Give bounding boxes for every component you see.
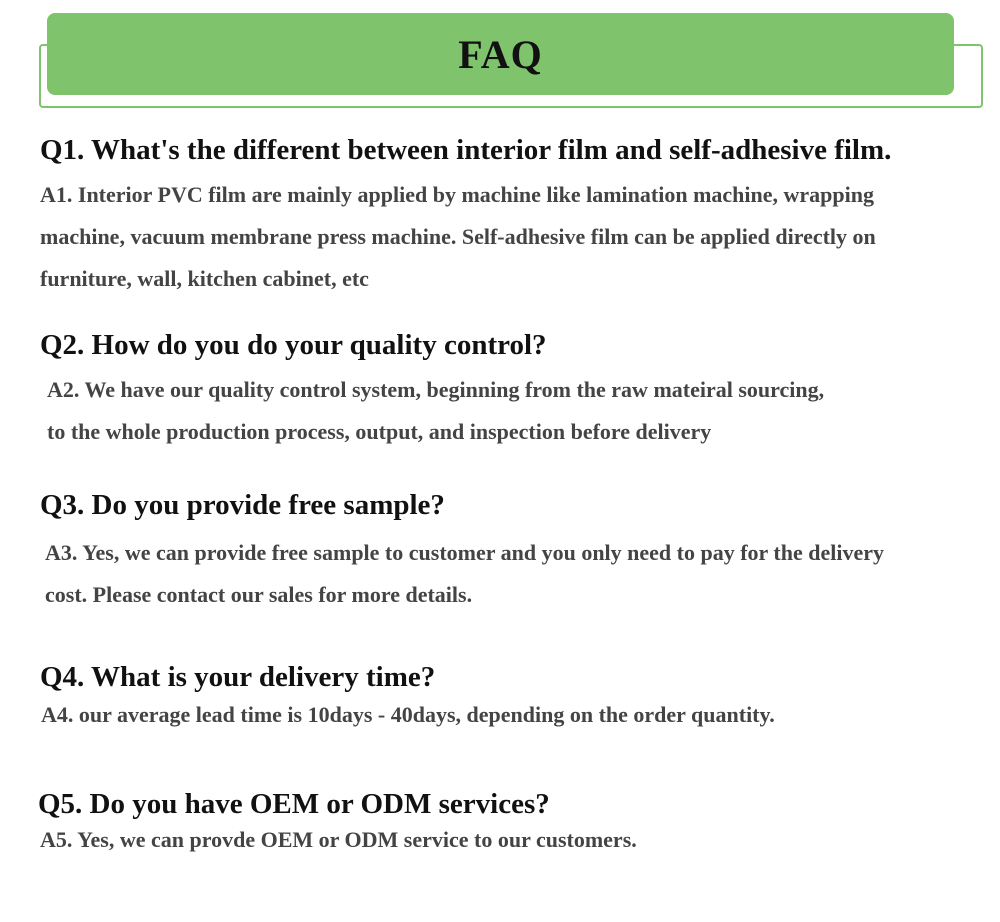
- faq-question-5: Q5. Do you have OEM or ODM services?: [38, 788, 550, 820]
- faq-answer-1-line-2: machine, vacuum membrane press machine. Self-adhesive film can be applied directly on: [40, 224, 876, 249]
- faq-answer-2: [47, 369, 824, 453]
- faq-answer-3: [45, 532, 884, 616]
- faq-banner: [47, 13, 954, 95]
- faq-answer-4-line-1: A4. our average lead time is 10days - 40days, depending on the order quantity.: [41, 702, 775, 727]
- page-title: FAQ: [458, 31, 543, 77]
- faq-answer-5-line-1: A5. Yes, we can provde OEM or ODM service to our customers.: [40, 827, 637, 852]
- faq-question-3: Q3. Do you provide free sample?: [40, 489, 445, 521]
- faq-answer-2-line-2: to the whole production process, output, and inspection before delivery: [47, 419, 712, 444]
- faq-answer-1-line-3: furniture, wall, kitchen cabinet, etc: [40, 266, 369, 291]
- faq-answer-1: [40, 174, 876, 300]
- faq-answer-3-line-2: cost. Please contact our sales for more details.: [45, 582, 473, 607]
- faq-answer-4: [41, 694, 775, 736]
- faq-answer-2-line-1: A2. We have our quality control system, beginning from the raw mateiral sourcing,: [47, 377, 825, 402]
- faq-answer-1-line-1: A1. Interior PVC film are mainly applied by machine like lamination machine, wrapping: [40, 182, 874, 207]
- faq-question-2: Q2. How do you do your quality control?: [40, 329, 547, 361]
- faq-answer-5: [40, 819, 637, 861]
- faq-question-1: Q1. What's the different between interior film and self-adhesive film.: [40, 134, 892, 166]
- faq-question-4: Q4. What is your delivery time?: [40, 661, 436, 693]
- faq-answer-3-line-1: A3. Yes, we can provide free sample to customer and you only need to pay for the delivery: [45, 540, 884, 565]
